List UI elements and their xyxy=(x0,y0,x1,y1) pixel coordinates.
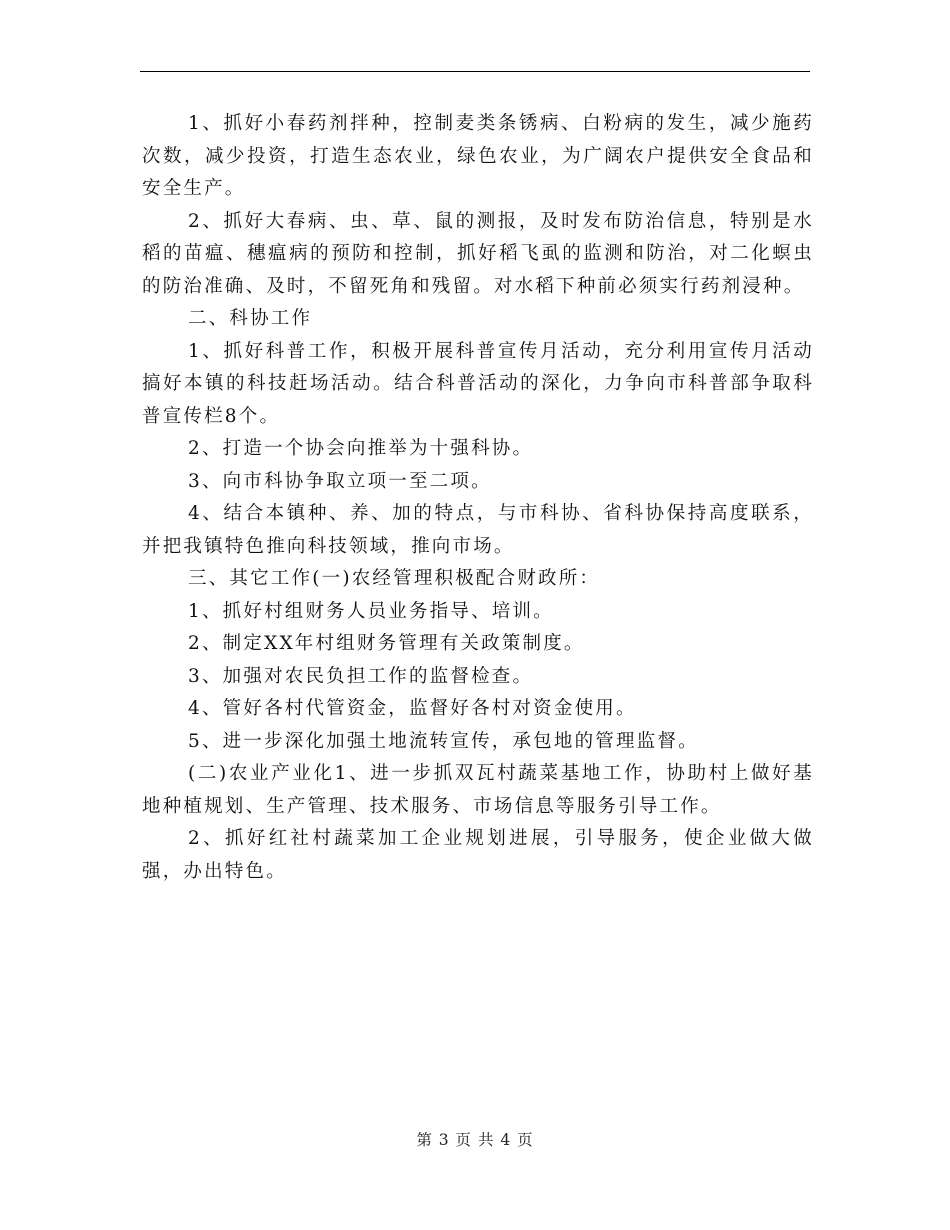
paragraph: 3、向市科协争取立项一至二项。 xyxy=(188,470,492,492)
section-heading: 二、科协工作 xyxy=(188,308,313,329)
paragraph: 1、抓好村组财务人员业务指导、培训。 xyxy=(188,600,554,622)
page-number: 第 3 页 共 4 页 xyxy=(416,1131,534,1149)
paragraph: 2、抓好大春病、虫、草、鼠的测报，及时发布防治信息，特别是水稻的苗瘟、穗瘟病的预防和控制，抓好稻飞虱的监测和防治，对二化螟虫的防治准确、及时，不留死角和残留。对水稻下种前必须实行药剂浸种。 xyxy=(142,210,814,297)
paragraph: (二)农业产业化1、进一步抓双瓦村蔬菜基地工作，协助村上做好基地种植规划、生产管理、技术服务、市场信息等服务引导工作。 xyxy=(142,763,814,817)
paragraph: 3、加强对农民负担工作的监督检查。 xyxy=(188,665,534,687)
header-rule xyxy=(140,71,810,72)
paragraph: 4、结合本镇种、养、加的特点，与市科协、省科协保持高度联系，并把我镇特色推向科技领域，推向市场。 xyxy=(142,503,814,557)
paragraph: 2、制定XX年村组财务管理有关政策制度。 xyxy=(188,633,585,654)
section-heading: 三、其它工作(一)农经管理积极配合财政所： xyxy=(188,568,601,589)
paragraph: 1、抓好科普工作，积极开展科普宣传月活动，充分利用宣传月活动搞好本镇的科技赶场活动。结合科普活动的深化，力争向市科普部争取科普宣传栏8个。 xyxy=(142,340,814,427)
document-body xyxy=(142,108,814,888)
paragraph: 5、进一步深化加强土地流转宣传，承包地的管理监督。 xyxy=(188,730,699,752)
paragraph: 1、抓好小春药剂拌种，控制麦类条锈病、白粉病的发生，减少施药次数，减少投资，打造生态农业，绿色农业，为广阔农户提供安全食品和安全生产。 xyxy=(142,113,814,199)
paragraph: 2、抓好红社村蔬菜加工企业规划进展，引导服务，使企业做大做强，办出特色。 xyxy=(142,828,814,882)
paragraph: 4、管好各村代管资金，监督好各村对资金使用。 xyxy=(188,698,637,719)
paragraph: 2、打造一个协会向推举为十强科协。 xyxy=(188,438,534,459)
